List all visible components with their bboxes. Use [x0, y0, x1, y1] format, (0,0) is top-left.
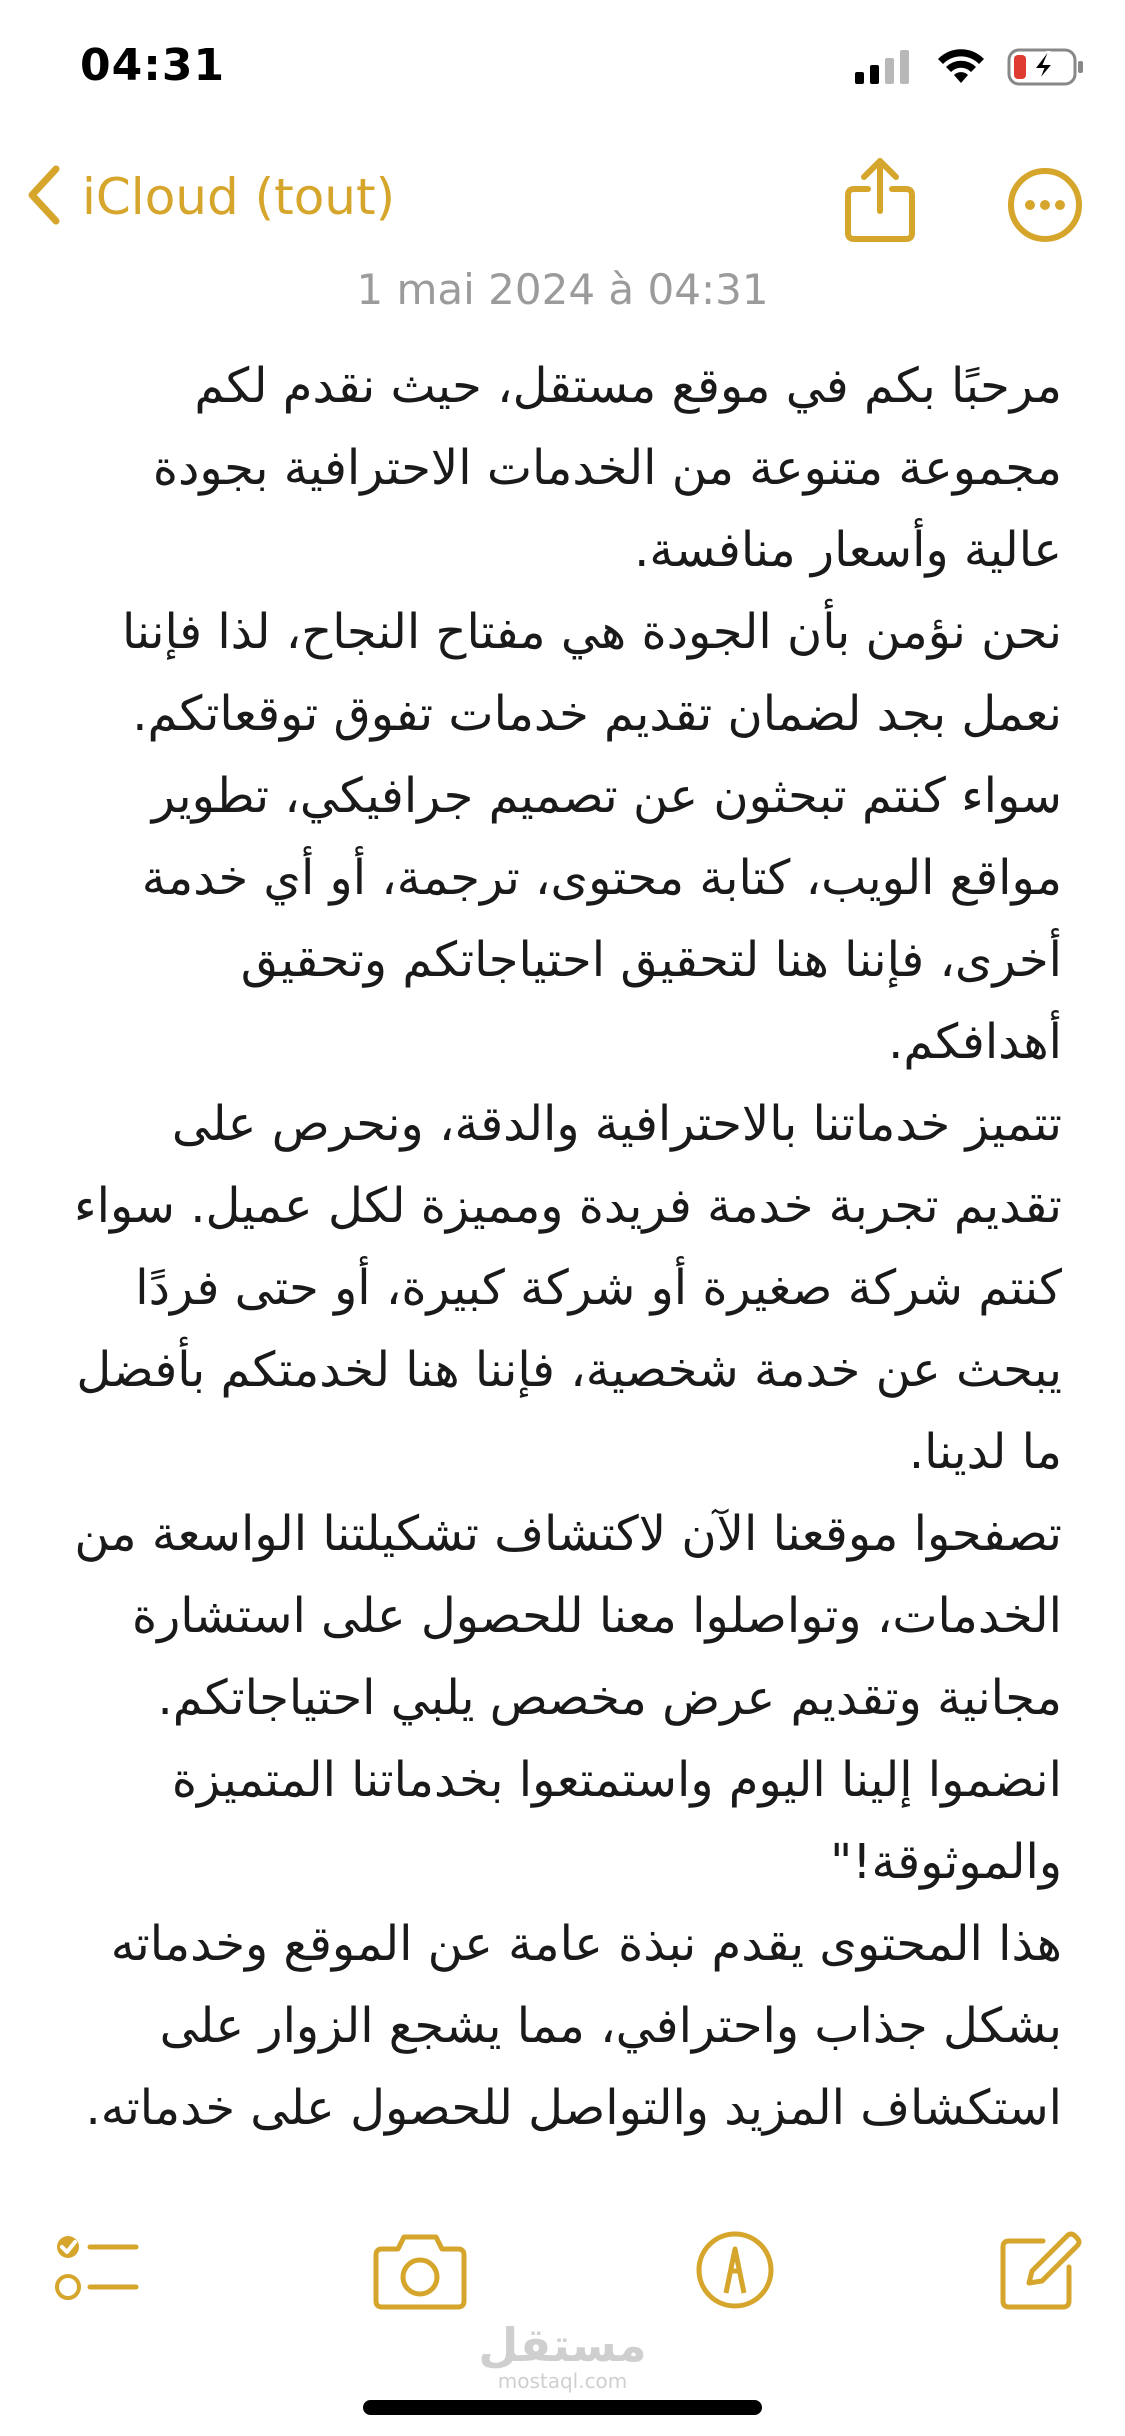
camera-button[interactable]	[370, 2225, 470, 2315]
watermark-latin: mostaql.com	[497, 2369, 628, 2393]
ellipsis-circle-icon	[1005, 230, 1085, 249]
status-bar	[0, 0, 1125, 140]
back-button-label: iCloud (tout)	[82, 168, 396, 226]
status-time: 04:31	[80, 40, 226, 91]
cellular-signal-icon	[855, 50, 915, 88]
note-date: 1 mai 2024 à 04:31	[356, 265, 769, 314]
chevron-left-icon	[24, 165, 64, 229]
wifi-icon	[937, 49, 985, 89]
note-body[interactable]	[66, 345, 1062, 2149]
note-paragraph: سواء كنتم تبحثون عن تصميم جرافيكي، تطوير مواقع الويب، كتابة محتوى، ترجمة، أو أي خدمة أخرى، فإننا هنا لتحقيق احتياجاتكم وتحقيق أهدافكم.	[141, 768, 1062, 1070]
more-options-button[interactable]	[1005, 165, 1085, 245]
markup-pen-icon	[690, 2300, 780, 2319]
share-button[interactable]	[840, 155, 920, 245]
back-button[interactable]	[24, 165, 395, 229]
checklist-icon	[52, 2300, 142, 2319]
compose-icon	[995, 2300, 1085, 2319]
share-icon	[840, 230, 920, 249]
checklist-button[interactable]	[52, 2225, 142, 2315]
note-paragraph: هذا المحتوى يقدم نبذة عامة عن الموقع وخدماته بشكل جذاب واحترافي، مما يشجع الزوار على استكشاف المزيد والتواصل للحصول على خدماته.	[85, 1916, 1062, 2136]
battery-charging-icon	[1007, 48, 1085, 90]
camera-icon	[370, 2300, 470, 2319]
note-paragraph: انضموا إلينا اليوم واستمتعوا بخدماتنا المتميزة والموثوقة!"	[171, 1752, 1062, 1890]
compose-button[interactable]	[995, 2225, 1085, 2315]
status-icons	[855, 48, 1085, 90]
note-paragraph: تتميز خدماتنا بالاحترافية والدقة، ونحرص على تقديم تجربة خدمة فريدة ومميزة لكل عميل. سواء كنتم شركة صغيرة أو شركة كبيرة، أو حتى فردًا يبحث عن خدمة شخصية، فإننا هنا لخدمتكم بأفضل ما لدينا.	[74, 1096, 1062, 1480]
note-paragraph: نحن نؤمن بأن الجودة هي مفتاح النجاح، لذا فإننا نعمل بجد لضمان تقديم خدمات تفوق توقعاتكم.	[122, 604, 1062, 742]
watermark-arabic: مستقل	[478, 2318, 647, 2372]
note-paragraph: تصفحوا موقعنا الآن لاكتشاف تشكيلتنا الواسعة من الخدمات، وتواصلوا معنا للحصول على استشارة مجانية وتقديم عرض مخصص يلبي احتياجاتكم.	[74, 1506, 1062, 1726]
home-indicator[interactable]	[363, 2400, 762, 2415]
markup-button[interactable]	[690, 2225, 780, 2315]
note-paragraph: مرحبًا بكم في موقع مستقل، حيث نقدم لكم مجموعة متنوعة من الخدمات الاحترافية بجودة عالية وأسعار منافسة.	[152, 358, 1062, 578]
watermark	[0, 2320, 1125, 2392]
